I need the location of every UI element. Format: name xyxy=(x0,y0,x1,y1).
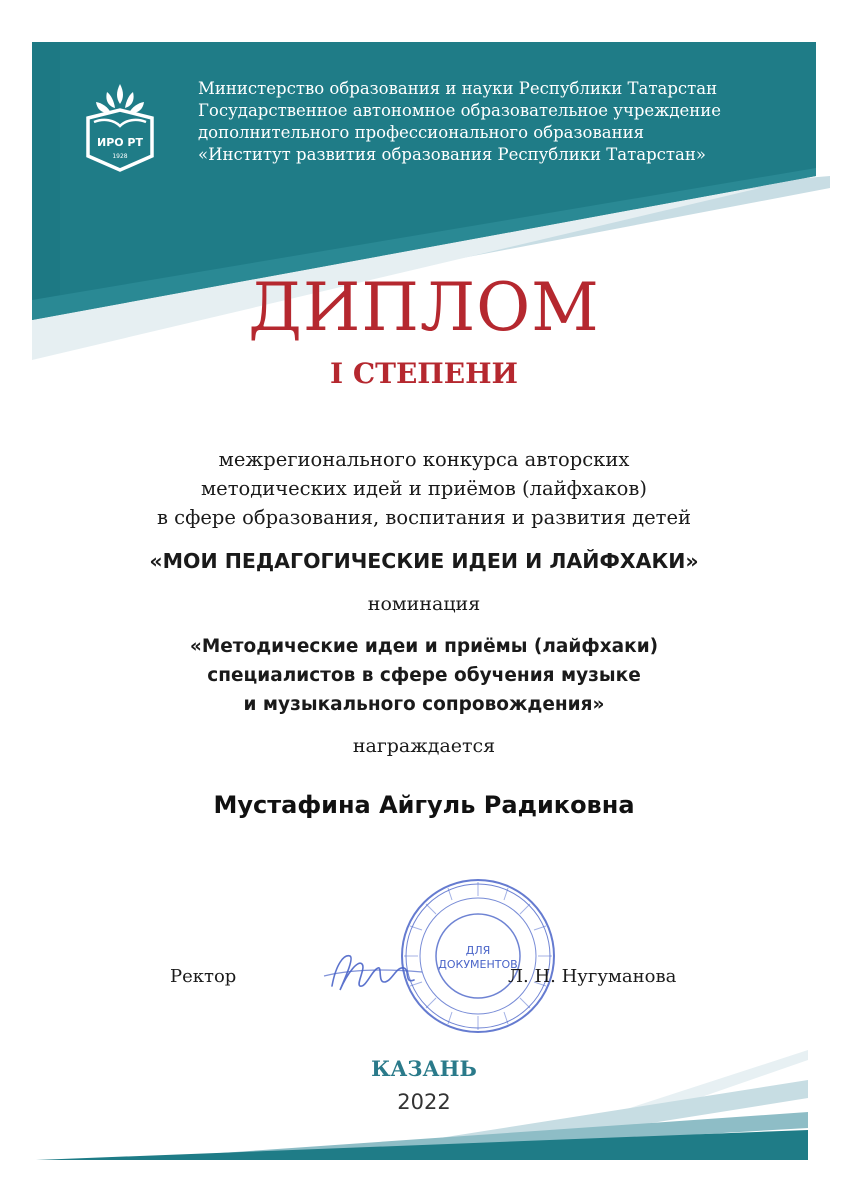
header-line-institution-type: Государственное автономное образовательное учреждение xyxy=(198,101,722,120)
header-line-ministry: Министерство образования и науки Республики Татарстан xyxy=(198,79,718,98)
footer-year: 2022 xyxy=(397,1090,451,1114)
nomination-line: специалистов в сфере обучения музыке xyxy=(207,665,641,686)
contest-description xyxy=(0,445,848,532)
nomination-line: и музыкального сопровождения» xyxy=(243,694,605,715)
institute-logo-icon xyxy=(80,80,160,176)
description-line: межрегионального конкурса авторских xyxy=(218,448,630,471)
recipient-name: Мустафина Айгуль Радиковна xyxy=(213,791,635,819)
diploma-title: ДИПЛОМ xyxy=(248,269,600,346)
header-line-education-type: дополнительного профессионального образования xyxy=(198,123,644,142)
awarded-label: награждается xyxy=(352,735,496,757)
header-institution-text xyxy=(198,78,818,166)
contest-name: «МОИ ПЕДАГОГИЧЕСКИЕ ИДЕИ И ЛАЙФХАКИ» xyxy=(149,549,699,573)
signatory-title: Ректор xyxy=(170,966,237,987)
nomination-line: «Методические идеи и приёмы (лайфхаки) xyxy=(189,636,659,657)
signatory-name: Л. Н. Нугуманова xyxy=(508,966,677,987)
logo-year: 1928 xyxy=(112,153,128,160)
description-line: в сфере образования, воспитания и развития детей xyxy=(157,506,691,529)
stamp-text-line: ДЛЯ xyxy=(465,944,491,957)
diploma-degree: I СТЕПЕНИ xyxy=(329,357,518,390)
nomination-label: номинация xyxy=(367,593,481,615)
footer-city: КАЗАНЬ xyxy=(371,1056,477,1081)
description-line: методических идей и приёмов (лайфхаков) xyxy=(200,477,648,500)
header-line-institute-name: «Институт развития образования Республики Татарстан» xyxy=(198,145,706,164)
nomination-title xyxy=(0,632,848,719)
stamp-text-line: ДОКУМЕНТОВ xyxy=(438,958,518,971)
signature-icon xyxy=(318,946,428,1002)
logo-abbr: ИРО РТ xyxy=(96,136,144,149)
